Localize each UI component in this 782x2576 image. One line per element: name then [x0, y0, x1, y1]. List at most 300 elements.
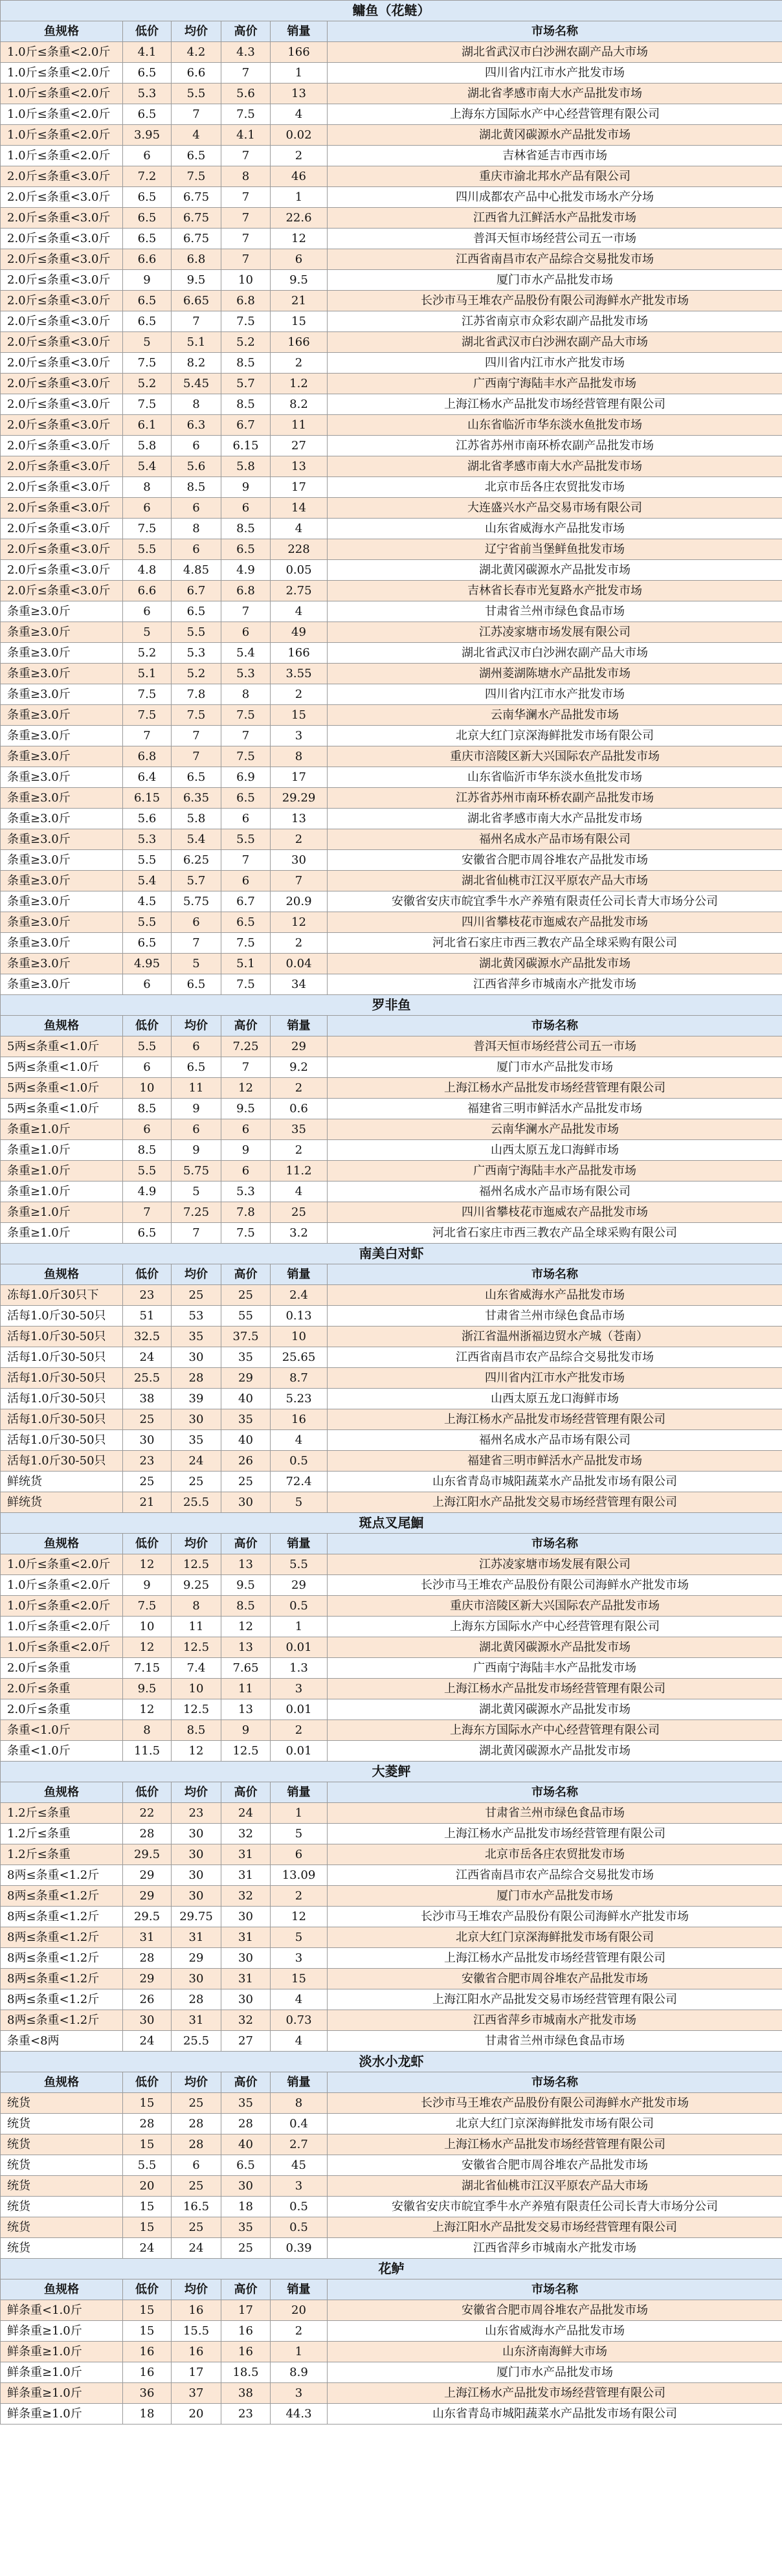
table-row [1, 664, 782, 684]
cell-spec: 8两≤条重<1.2斤 [1, 1907, 123, 1927]
cell-avg: 9.25 [172, 1575, 221, 1596]
cell-volume: 12 [271, 229, 328, 249]
cell-high: 37.5 [221, 1327, 271, 1347]
cell-volume: 2 [271, 1078, 328, 1099]
cell-spec: 统货 [1, 2093, 123, 2114]
cell-spec: 1.0斤≤条重<2.0斤 [1, 63, 123, 84]
cell-volume: 13 [271, 809, 328, 829]
table-row [1, 353, 782, 374]
cell-high: 6.9 [221, 767, 271, 788]
cell-low: 24 [123, 2238, 172, 2259]
section-title: 鳙鱼（花鲢） [1, 1, 782, 21]
cell-volume: 0.4 [271, 2114, 328, 2134]
cell-low: 6.6 [123, 249, 172, 270]
header-avg: 均价 [172, 1016, 221, 1036]
table-row [1, 1182, 782, 1202]
table-row [1, 63, 782, 84]
table-row [1, 1658, 782, 1679]
cell-spec: 1.2斤≤条重 [1, 1844, 123, 1865]
cell-avg: 29 [172, 1948, 221, 1969]
cell-high: 9.5 [221, 1099, 271, 1119]
cell-volume: 0.02 [271, 125, 328, 146]
cell-spec: 活每1.0斤30-50只 [1, 1306, 123, 1327]
cell-low: 26 [123, 1989, 172, 2010]
cell-spec: 8两≤条重<1.2斤 [1, 1927, 123, 1948]
cell-market: 山东省威海水产品批发市场 [328, 2321, 782, 2342]
cell-avg: 5 [172, 1182, 221, 1202]
cell-spec: 5两≤条重<1.0斤 [1, 1036, 123, 1057]
cell-spec: 2.0斤≤条重<3.0斤 [1, 229, 123, 249]
cell-high: 6.5 [221, 2155, 271, 2176]
cell-low: 6.4 [123, 767, 172, 788]
cell-volume: 15 [271, 311, 328, 332]
cell-volume: 4 [271, 1430, 328, 1451]
cell-volume: 12 [271, 912, 328, 933]
section-title: 南美白对虾 [1, 1244, 782, 1264]
cell-market: 厦门市水产品批发市场 [328, 1886, 782, 1907]
header-high: 高价 [221, 1264, 271, 1285]
cell-market: 甘肃省兰州市绿色食品市场 [328, 1306, 782, 1327]
cell-volume: 11 [271, 415, 328, 436]
cell-volume: 8.2 [271, 394, 328, 415]
cell-spec: 2.0斤≤条重<3.0斤 [1, 291, 123, 311]
cell-market: 四川成都农产品中心批发市场水产分场 [328, 187, 782, 208]
cell-volume: 0.01 [271, 1637, 328, 1658]
cell-volume: 34 [271, 974, 328, 995]
table-row [1, 1451, 782, 1472]
cell-spec: 活每1.0斤30-50只 [1, 1389, 123, 1409]
cell-avg: 30 [172, 1844, 221, 1865]
cell-avg: 5.7 [172, 871, 221, 891]
cell-avg: 35 [172, 1327, 221, 1347]
cell-spec: 条重≥3.0斤 [1, 788, 123, 809]
table-row [1, 104, 782, 125]
table-row [1, 208, 782, 229]
cell-high: 7.8 [221, 1202, 271, 1223]
cell-market: 北京大红门京深海鲜批发市场有限公司 [328, 1927, 782, 1948]
cell-market: 湖北黄冈碳源水产品批发市场 [328, 1637, 782, 1658]
header-high: 高价 [221, 21, 271, 42]
cell-low: 15 [123, 2217, 172, 2238]
table-row [1, 2342, 782, 2362]
cell-spec: 活每1.0斤30-50只 [1, 1368, 123, 1389]
cell-avg: 7 [172, 746, 221, 767]
cell-market: 江西省萍乡市城南水产批发市场 [328, 2238, 782, 2259]
section-title: 淡水小龙虾 [1, 2052, 782, 2072]
cell-market: 甘肃省兰州市绿色食品市场 [328, 601, 782, 622]
cell-avg: 6.6 [172, 63, 221, 84]
cell-high: 28 [221, 2114, 271, 2134]
cell-high: 35 [221, 2217, 271, 2238]
cell-avg: 16 [172, 2342, 221, 2362]
cell-high: 26 [221, 1451, 271, 1472]
cell-market: 上海东方国际水产中心经营管理有限公司 [328, 1720, 782, 1741]
cell-market: 湖北省孝感市南大水产品批发市场 [328, 809, 782, 829]
cell-market: 上海江阳水产品批发交易市场经营管理有限公司 [328, 1492, 782, 1513]
cell-market: 山东省青岛市城阳蔬菜水产品批发市场有限公司 [328, 1472, 782, 1492]
cell-high: 7.5 [221, 746, 271, 767]
cell-spec: 条重<1.0斤 [1, 1741, 123, 1762]
cell-high: 7 [221, 726, 271, 746]
cell-avg: 5.2 [172, 664, 221, 684]
cell-avg: 35 [172, 1430, 221, 1451]
header-spec: 鱼规格 [1, 2279, 123, 2300]
cell-volume: 7 [271, 871, 328, 891]
cell-avg: 53 [172, 1306, 221, 1327]
cell-volume: 2 [271, 1720, 328, 1741]
header-market: 市场名称 [328, 2279, 782, 2300]
cell-volume: 3 [271, 726, 328, 746]
cell-spec: 统货 [1, 2155, 123, 2176]
cell-volume: 2 [271, 353, 328, 374]
cell-avg: 7 [172, 104, 221, 125]
cell-volume: 4 [271, 1182, 328, 1202]
cell-market: 湖北省孝感市南大水产品批发市场 [328, 84, 782, 104]
section-title-row [1, 2052, 782, 2072]
cell-high: 5.8 [221, 456, 271, 477]
cell-market: 山东省临沂市华东淡水鱼批发市场 [328, 767, 782, 788]
cell-spec: 1.0斤≤条重<2.0斤 [1, 104, 123, 125]
cell-market: 湖北省孝感市南大水产品批发市场 [328, 456, 782, 477]
cell-low: 3.95 [123, 125, 172, 146]
cell-low: 29.5 [123, 1907, 172, 1927]
cell-high: 7.5 [221, 705, 271, 726]
cell-avg: 4 [172, 125, 221, 146]
cell-spec: 2.0斤≤条重<3.0斤 [1, 270, 123, 291]
cell-low: 31 [123, 1927, 172, 1948]
cell-avg: 12.5 [172, 1554, 221, 1575]
cell-spec: 1.0斤≤条重<2.0斤 [1, 42, 123, 63]
table-row [1, 2031, 782, 2052]
cell-high: 9 [221, 1720, 271, 1741]
cell-high: 7 [221, 187, 271, 208]
cell-market: 湖北黄冈碳源水产品批发市场 [328, 1741, 782, 1762]
table-row [1, 684, 782, 705]
table-row [1, 1617, 782, 1637]
cell-avg: 6 [172, 1036, 221, 1057]
cell-avg: 28 [172, 2114, 221, 2134]
cell-avg: 6 [172, 498, 221, 519]
header-avg: 均价 [172, 1264, 221, 1285]
table-row [1, 2155, 782, 2176]
table-row [1, 498, 782, 519]
cell-avg: 9.5 [172, 270, 221, 291]
cell-low: 15 [123, 2321, 172, 2342]
cell-high: 25 [221, 1472, 271, 1492]
cell-avg: 6.3 [172, 415, 221, 436]
cell-avg: 6.75 [172, 187, 221, 208]
cell-high: 7 [221, 63, 271, 84]
cell-high: 9 [221, 477, 271, 498]
cell-avg: 9 [172, 1140, 221, 1161]
cell-avg: 16 [172, 2300, 221, 2321]
cell-market: 江苏省南京市众彩农副产品批发市场 [328, 311, 782, 332]
cell-spec: 1.0斤≤条重<2.0斤 [1, 1575, 123, 1596]
cell-spec: 8两≤条重<1.2斤 [1, 2010, 123, 2031]
table-row [1, 2383, 782, 2404]
header-high: 高价 [221, 1782, 271, 1803]
table-row [1, 84, 782, 104]
cell-volume: 2 [271, 933, 328, 954]
cell-volume: 3 [271, 2176, 328, 2197]
cell-market: 山西太原五龙口海鲜市场 [328, 1140, 782, 1161]
section-title: 花鲈 [1, 2259, 782, 2279]
cell-low: 9 [123, 270, 172, 291]
cell-high: 5.3 [221, 1182, 271, 1202]
cell-avg: 6 [172, 539, 221, 560]
cell-spec: 条重≥3.0斤 [1, 705, 123, 726]
cell-volume: 1 [271, 1803, 328, 1824]
cell-volume: 4 [271, 1989, 328, 2010]
cell-avg: 4.2 [172, 42, 221, 63]
cell-market: 湖州菱湖陈塘水产品批发市场 [328, 664, 782, 684]
cell-low: 6 [123, 498, 172, 519]
cell-market: 云南华澜水产品批发市场 [328, 1119, 782, 1140]
cell-spec: 活每1.0斤30-50只 [1, 1327, 123, 1347]
cell-volume: 1.2 [271, 374, 328, 394]
table-row [1, 2176, 782, 2197]
cell-low: 4.1 [123, 42, 172, 63]
cell-volume: 5.23 [271, 1389, 328, 1409]
cell-spec: 1.0斤≤条重<2.0斤 [1, 1637, 123, 1658]
table-row [1, 291, 782, 311]
cell-spec: 条重≥3.0斤 [1, 871, 123, 891]
cell-spec: 活每1.0斤30-50只 [1, 1451, 123, 1472]
cell-spec: 1.0斤≤条重<2.0斤 [1, 1596, 123, 1617]
cell-low: 7.5 [123, 684, 172, 705]
table-row [1, 954, 782, 974]
section-title-row [1, 1762, 782, 1782]
cell-market: 浙江省温州浙福边贸水产城（苍南） [328, 1327, 782, 1347]
cell-spec: 2.0斤≤条重<3.0斤 [1, 498, 123, 519]
cell-avg: 6 [172, 912, 221, 933]
cell-spec: 条重≥1.0斤 [1, 1202, 123, 1223]
cell-low: 7.5 [123, 353, 172, 374]
cell-volume: 2 [271, 1886, 328, 1907]
cell-low: 5.3 [123, 84, 172, 104]
cell-high: 6.5 [221, 788, 271, 809]
cell-avg: 12.5 [172, 1699, 221, 1720]
section-title-row [1, 1513, 782, 1534]
cell-low: 8 [123, 1720, 172, 1741]
table-row [1, 1927, 782, 1948]
section-title-row [1, 1244, 782, 1264]
cell-high: 11 [221, 1679, 271, 1699]
cell-spec: 条重≥1.0斤 [1, 1223, 123, 1244]
cell-avg: 25.5 [172, 1492, 221, 1513]
table-row [1, 974, 782, 995]
cell-avg: 16.5 [172, 2197, 221, 2217]
cell-avg: 30 [172, 1409, 221, 1430]
cell-low: 5.4 [123, 871, 172, 891]
table-row [1, 1844, 782, 1865]
table-row [1, 1596, 782, 1617]
cell-volume: 13 [271, 456, 328, 477]
cell-low: 4.95 [123, 954, 172, 974]
table-row [1, 850, 782, 871]
cell-market: 湖北省武汉市白沙洲农副产品大市场 [328, 332, 782, 353]
cell-volume: 0.01 [271, 1699, 328, 1720]
table-row [1, 2093, 782, 2114]
cell-avg: 7 [172, 1223, 221, 1244]
cell-market: 山东省威海水产品批发市场 [328, 519, 782, 539]
cell-avg: 7.5 [172, 166, 221, 187]
cell-spec: 2.0斤≤条重<3.0斤 [1, 539, 123, 560]
table-row [1, 1865, 782, 1886]
cell-volume: 15 [271, 705, 328, 726]
table-row [1, 2238, 782, 2259]
cell-high: 7.5 [221, 933, 271, 954]
cell-low: 21 [123, 1492, 172, 1513]
cell-market: 江苏凌家塘市场发展有限公司 [328, 622, 782, 643]
cell-spec: 2.0斤≤条重<3.0斤 [1, 436, 123, 456]
column-header-row [1, 21, 782, 42]
cell-high: 6 [221, 1161, 271, 1182]
cell-avg: 31 [172, 2010, 221, 2031]
cell-volume: 35 [271, 1119, 328, 1140]
cell-market: 上海江杨水产品批发市场经营管理有限公司 [328, 1824, 782, 1844]
cell-low: 5 [123, 622, 172, 643]
cell-market: 广西南宁海陆丰水产品批发市场 [328, 374, 782, 394]
cell-market: 安徽省安庆市皖宜季牛水产养殖有限责任公司长青大市场分公司 [328, 2197, 782, 2217]
cell-low: 15 [123, 2093, 172, 2114]
cell-avg: 6 [172, 1119, 221, 1140]
cell-volume: 13 [271, 84, 328, 104]
cell-volume: 6 [271, 1844, 328, 1865]
cell-high: 31 [221, 1865, 271, 1886]
cell-avg: 7.4 [172, 1658, 221, 1679]
cell-high: 5.5 [221, 829, 271, 850]
header-low: 低价 [123, 1016, 172, 1036]
cell-low: 12 [123, 1637, 172, 1658]
cell-spec: 2.0斤≤条重<3.0斤 [1, 581, 123, 601]
table-row [1, 1803, 782, 1824]
cell-low: 5.5 [123, 850, 172, 871]
cell-high: 40 [221, 2134, 271, 2155]
table-row [1, 270, 782, 291]
cell-avg: 39 [172, 1389, 221, 1409]
cell-low: 30 [123, 1430, 172, 1451]
cell-low: 23 [123, 1285, 172, 1306]
cell-high: 23 [221, 2404, 271, 2425]
cell-market: 广西南宁海陆丰水产品批发市场 [328, 1658, 782, 1679]
cell-spec: 1.0斤≤条重<2.0斤 [1, 1554, 123, 1575]
cell-volume: 25 [271, 1202, 328, 1223]
section-title-row [1, 995, 782, 1016]
cell-avg: 24 [172, 1451, 221, 1472]
cell-high: 6.15 [221, 436, 271, 456]
table-row [1, 1057, 782, 1078]
cell-spec: 条重≥3.0斤 [1, 643, 123, 664]
cell-high: 40 [221, 1389, 271, 1409]
cell-spec: 统货 [1, 2134, 123, 2155]
cell-high: 30 [221, 2176, 271, 2197]
cell-low: 5.5 [123, 539, 172, 560]
cell-spec: 条重≥3.0斤 [1, 726, 123, 746]
cell-volume: 8.9 [271, 2362, 328, 2383]
cell-spec: 条重≥3.0斤 [1, 767, 123, 788]
header-volume: 销量 [271, 21, 328, 42]
cell-avg: 11 [172, 1078, 221, 1099]
cell-market: 重庆市涪陵区新大兴国际农产品批发市场 [328, 746, 782, 767]
cell-avg: 30 [172, 1969, 221, 1989]
cell-low: 6 [123, 601, 172, 622]
cell-volume: 1 [271, 1617, 328, 1637]
cell-low: 6.1 [123, 415, 172, 436]
cell-low: 28 [123, 1948, 172, 1969]
table-row [1, 1202, 782, 1223]
cell-low: 8 [123, 477, 172, 498]
table-row [1, 829, 782, 850]
cell-avg: 5.1 [172, 332, 221, 353]
header-volume: 销量 [271, 2072, 328, 2093]
cell-low: 7.15 [123, 1658, 172, 1679]
table-row [1, 1948, 782, 1969]
cell-high: 13 [221, 1637, 271, 1658]
cell-low: 7.5 [123, 394, 172, 415]
table-row [1, 374, 782, 394]
cell-volume: 1 [271, 187, 328, 208]
cell-low: 5.6 [123, 809, 172, 829]
cell-market: 四川省攀枝花市迤威农产品批发市场 [328, 1202, 782, 1223]
table-row [1, 1637, 782, 1658]
cell-volume: 72.4 [271, 1472, 328, 1492]
cell-high: 4.1 [221, 125, 271, 146]
cell-spec: 1.0斤≤条重<2.0斤 [1, 146, 123, 166]
cell-high: 27 [221, 2031, 271, 2052]
cell-volume: 5 [271, 1927, 328, 1948]
cell-market: 湖北黄冈碳源水产品批发市场 [328, 1699, 782, 1720]
cell-volume: 46 [271, 166, 328, 187]
cell-volume: 4 [271, 2031, 328, 2052]
cell-spec: 鲜条重≥1.0斤 [1, 2383, 123, 2404]
cell-volume: 0.05 [271, 560, 328, 581]
cell-market: 湖北黄冈碳源水产品批发市场 [328, 125, 782, 146]
cell-market: 上海东方国际水产中心经营管理有限公司 [328, 1617, 782, 1637]
cell-spec: 条重≥3.0斤 [1, 601, 123, 622]
table-row [1, 2217, 782, 2238]
header-market: 市场名称 [328, 1264, 782, 1285]
cell-volume: 1 [271, 63, 328, 84]
cell-avg: 24 [172, 2238, 221, 2259]
cell-spec: 2.0斤≤条重<3.0斤 [1, 456, 123, 477]
price-table-body [1, 1, 782, 2425]
cell-low: 22 [123, 1803, 172, 1824]
cell-volume: 166 [271, 42, 328, 63]
cell-low: 7.5 [123, 1596, 172, 1617]
cell-market: 江西省萍乡市城南水产批发市场 [328, 974, 782, 995]
cell-high: 7 [221, 249, 271, 270]
cell-low: 12 [123, 1699, 172, 1720]
section-title-row [1, 1, 782, 21]
cell-volume: 2 [271, 1140, 328, 1161]
header-volume: 销量 [271, 2279, 328, 2300]
table-row [1, 187, 782, 208]
cell-market: 长沙市马王堆农产品股份有限公司海鲜水产批发市场 [328, 1575, 782, 1596]
cell-avg: 5.5 [172, 622, 221, 643]
cell-market: 江苏凌家塘市场发展有限公司 [328, 1554, 782, 1575]
cell-volume: 25.65 [271, 1347, 328, 1368]
cell-spec: 2.0斤≤条重<3.0斤 [1, 166, 123, 187]
cell-high: 35 [221, 1409, 271, 1430]
cell-high: 12 [221, 1617, 271, 1637]
cell-low: 25 [123, 1409, 172, 1430]
cell-low: 5.3 [123, 829, 172, 850]
cell-volume: 13.09 [271, 1865, 328, 1886]
cell-market: 福州名成水产品市场有限公司 [328, 829, 782, 850]
header-low: 低价 [123, 1534, 172, 1554]
cell-market: 四川省攀枝花市迤威农产品批发市场 [328, 912, 782, 933]
